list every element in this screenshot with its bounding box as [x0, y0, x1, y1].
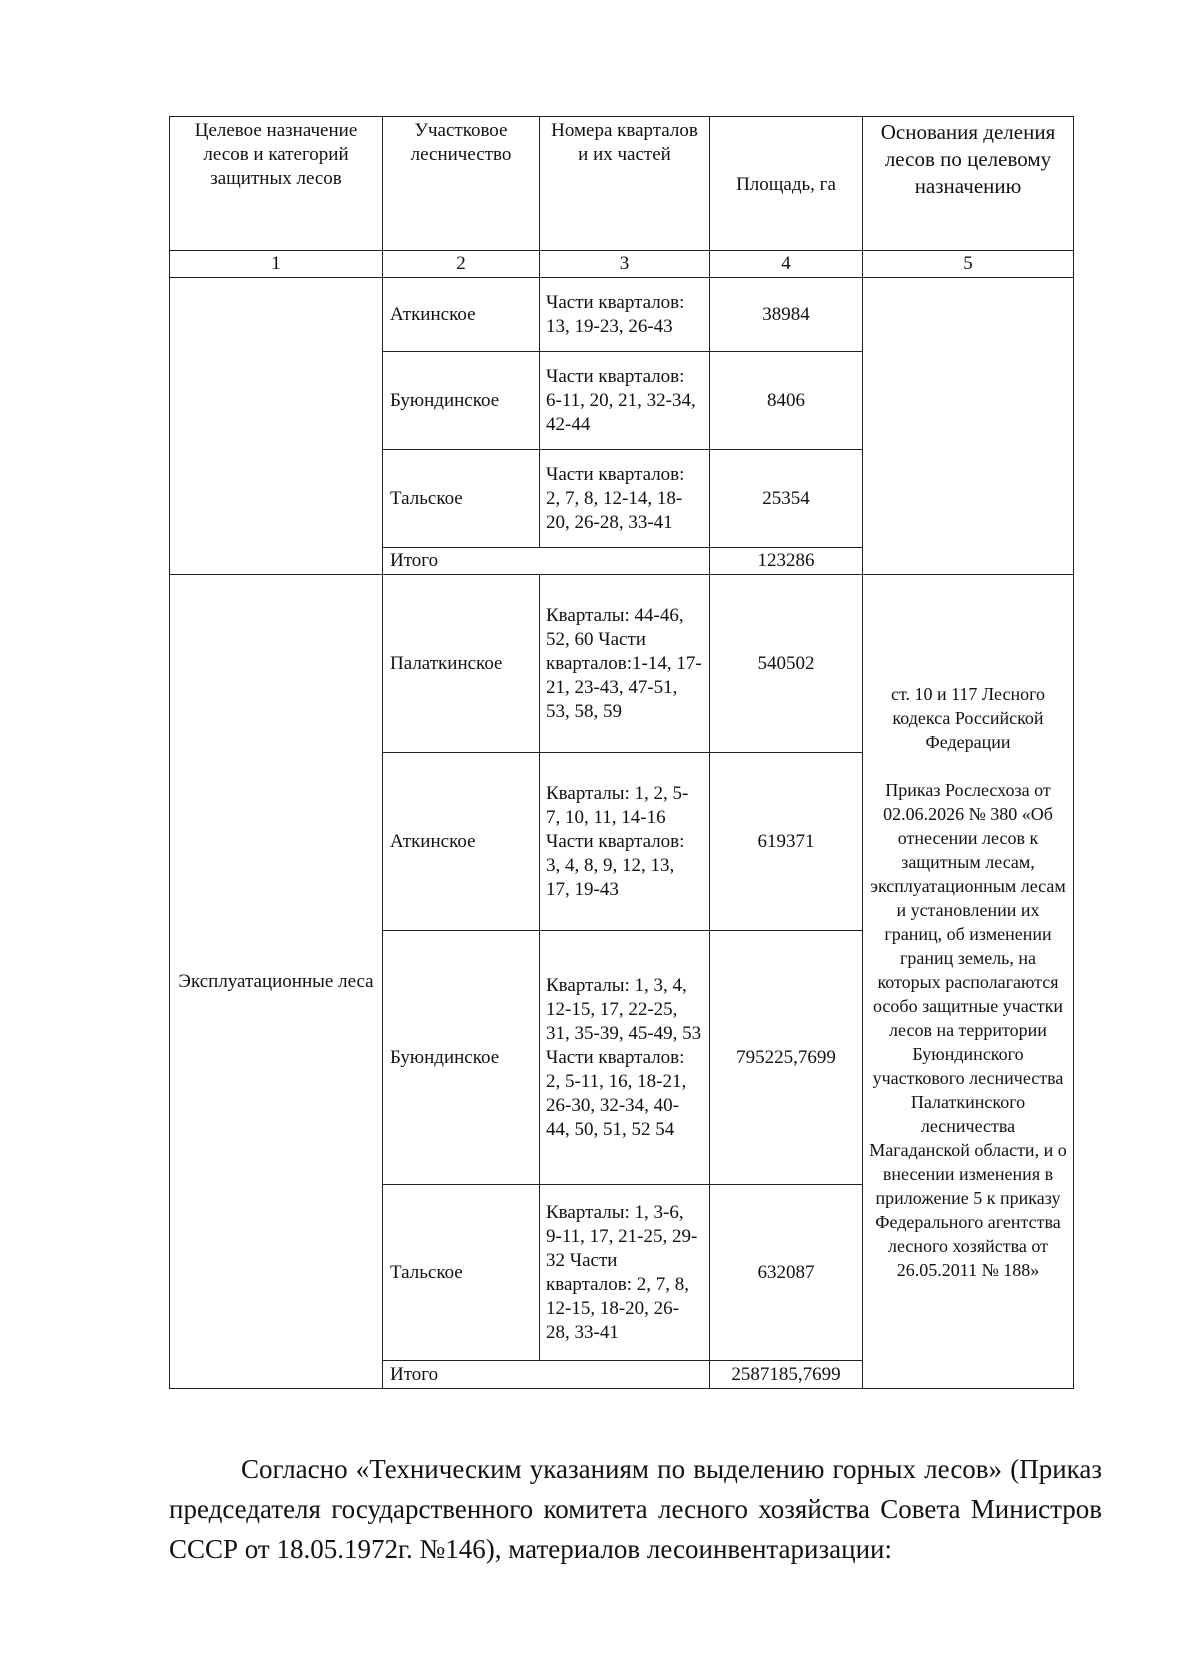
total-value: 123286	[710, 548, 863, 575]
col-number: 4	[710, 251, 863, 278]
basis-law: ст. 10 и 117 Лесного кодекса Российской Федерации	[890, 683, 1046, 752]
area-cell: 632087	[710, 1185, 863, 1361]
district-cell: Палаткинское	[383, 575, 540, 753]
district-cell: Аткинское	[383, 753, 540, 931]
quarters-cell: Кварталы: 1, 2, 5-7, 10, 11, 14-16 Части кварталов: 3, 4, 8, 9, 12, 13, 17, 19-43	[540, 753, 710, 931]
header-purpose: Целевое назначение лесов и категорий защитных лесов	[170, 117, 383, 251]
area-cell: 38984	[710, 278, 863, 352]
forest-purpose-table	[169, 116, 1074, 1389]
quarters-cell: Части кварталов: 13, 19-23, 26-43	[540, 278, 710, 352]
area-cell: 795225,7699	[710, 931, 863, 1185]
quarters-cell: Части кварталов: 6-11, 20, 21, 32-34, 42-44	[540, 352, 710, 450]
col-number: 1	[170, 251, 383, 278]
category-cell: Эксплуатационные леса	[170, 575, 383, 1389]
district-cell: Аткинское	[383, 278, 540, 352]
area-cell: 619371	[710, 753, 863, 931]
total-label: Итого	[383, 548, 710, 575]
quarters-cell: Части кварталов: 2, 7, 8, 12-14, 18-20, 26-28, 33-41	[540, 450, 710, 548]
header-basis: Основания деления лесов по целевому назначению	[863, 117, 1074, 251]
header-row	[170, 117, 1074, 251]
table-row	[170, 278, 1074, 352]
column-number-row	[170, 251, 1074, 278]
area-cell: 8406	[710, 352, 863, 450]
quarters-cell: Кварталы: 1, 3-6, 9-11, 17, 21-25, 29-32 Части кварталов: 2, 7, 8, 12-15, 18-20, 26-28, 33-41	[540, 1185, 710, 1361]
table-row	[170, 575, 1074, 753]
body-paragraph: Согласно «Техническим указаниям по выделению горных лесов» (Приказ председателя государственного комитета лесного хозяйства Совета Министров СССР от 18.05.1972г. №146), материалов лесоинвентаризации:	[169, 1454, 1102, 1564]
district-cell: Тальское	[383, 450, 540, 548]
header-district: Участковое лесничество	[383, 117, 540, 251]
area-cell: 540502	[710, 575, 863, 753]
category-cell-empty	[170, 278, 383, 575]
quarters-cell: Кварталы: 1, 3, 4, 12-15, 17, 22-25, 31, 35-39, 45-49, 53 Части кварталов: 2, 5-11, 16, 18-21, 26-30, 32-34, 40-44, 50, 51, 52 54	[540, 931, 710, 1185]
district-cell: Тальское	[383, 1185, 540, 1361]
col-number: 3	[540, 251, 710, 278]
quarters-cell: Кварталы: 44-46, 52, 60 Части кварталов:1-14, 17-21, 23-43, 47-51, 53, 58, 59	[540, 575, 710, 753]
basis-order: Приказ Рослесхоза от 02.06.2026 № 380 «Об отнесении лесов к защитным лесам, эксплуатационным лесам и установлении их границ, об изменении границ земель, на которых располагаются особо защитные участки лесов на территории Буюндинского участкового лесничества Палаткинского лесничества Магаданской области, и о внесении изменения в приложение 5 к приказу Федерального агентства лесного хозяйства от 26.05.2011 № 188»	[869, 779, 1067, 1280]
col-number: 2	[383, 251, 540, 278]
area-cell: 25354	[710, 450, 863, 548]
header-area: Площадь, га	[710, 117, 863, 251]
district-cell: Буюндинское	[383, 931, 540, 1185]
col-number: 5	[863, 251, 1074, 278]
basis-cell	[863, 575, 1074, 1389]
header-quarters: Номера кварталов и их частей	[540, 117, 710, 251]
total-value: 2587185,7699	[710, 1361, 863, 1389]
basis-cell-empty	[863, 278, 1074, 575]
total-label: Итого	[383, 1361, 710, 1389]
district-cell: Буюндинское	[383, 352, 540, 450]
